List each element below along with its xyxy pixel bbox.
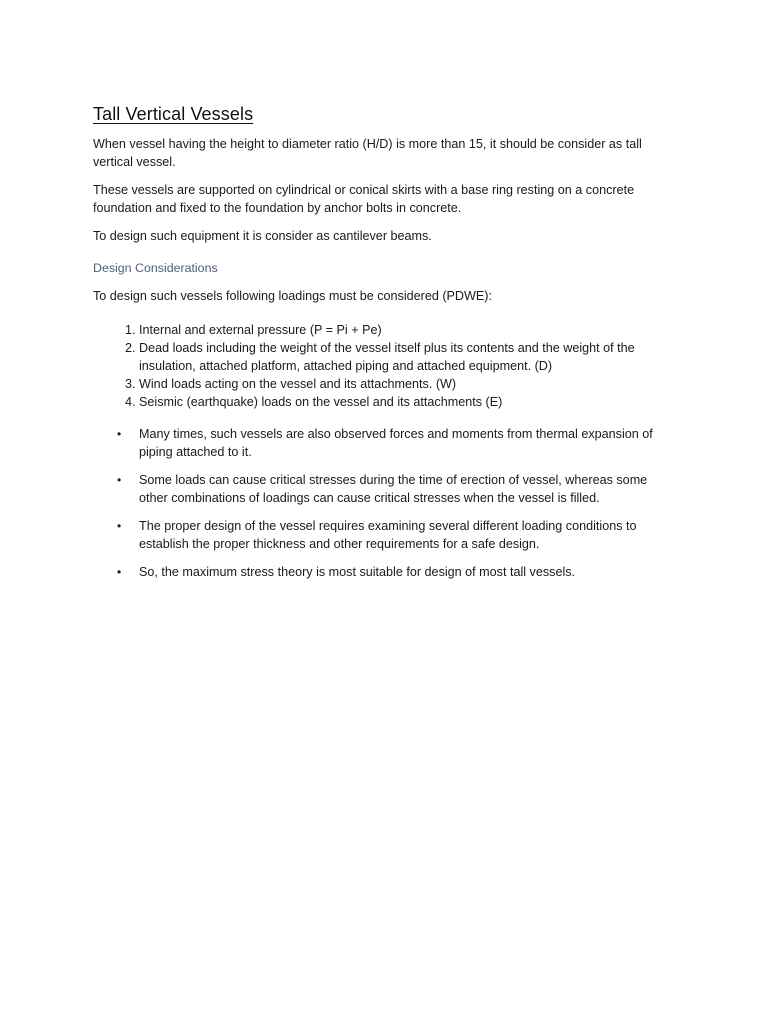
paragraph-supports: These vessels are supported on cylindrical or conical skirts with a base ring resting on a concrete foundation and fixed to the foundation by anchor bolts in concrete. (93, 183, 635, 215)
list-item-seismic-loads: 4. Seismic (earthquake) loads on the vessel and its attachments (E) (139, 393, 678, 411)
bullet-list-notes (93, 425, 678, 581)
list-item (117, 517, 678, 553)
list-item-wind-loads: 3. Wind loads acting on the vessel and its attachments. (W) (139, 375, 678, 393)
bullet-icon: • (117, 519, 122, 533)
numbered-list-loadings (93, 321, 678, 411)
section-heading-design-considerations: Design Considerations (93, 261, 218, 275)
paragraph-loadings-intro: To design such vessels following loadings must be considered (PDWE): (93, 289, 492, 303)
paragraph-cantilever: To design such equipment it is consider as cantilever beams. (93, 229, 432, 243)
list-item (117, 563, 678, 581)
bullet-text-erection: Some loads can cause critical stresses during the time of erection of vessel, whereas some other combinations of loadings can cause critical stresses when the vessel is filled. (139, 473, 648, 505)
bullet-icon: • (117, 565, 122, 579)
list-item (117, 425, 678, 461)
list-item (117, 471, 678, 507)
bullet-text-thermal: Many times, such vessels are also observed forces and moments from thermal expansion of piping attached to it. (139, 427, 653, 459)
document-title: Tall Vertical Vessels (93, 104, 254, 124)
bullet-icon: • (117, 473, 122, 487)
list-item-dead-loads: 2. Dead loads including the weight of the vessel itself plus its contents and the weight of the insulation, attached platform, attached piping and attached equipment. (D) (139, 339, 678, 375)
paragraph-hd-ratio: When vessel having the height to diameter ratio (H/D) is more than 15, it should be consider as tall vertical vessel. (93, 137, 642, 169)
bullet-text-design: The proper design of the vessel requires examining several different loading conditions to establish the proper thickness and other requirements for a safe design. (139, 519, 637, 551)
list-item-pressure: 1. Internal and external pressure (P = Pi + Pe) (139, 321, 678, 339)
bullet-text-theory: So, the maximum stress theory is most suitable for design of most tall vessels. (139, 565, 576, 579)
bullet-icon: • (117, 427, 122, 441)
